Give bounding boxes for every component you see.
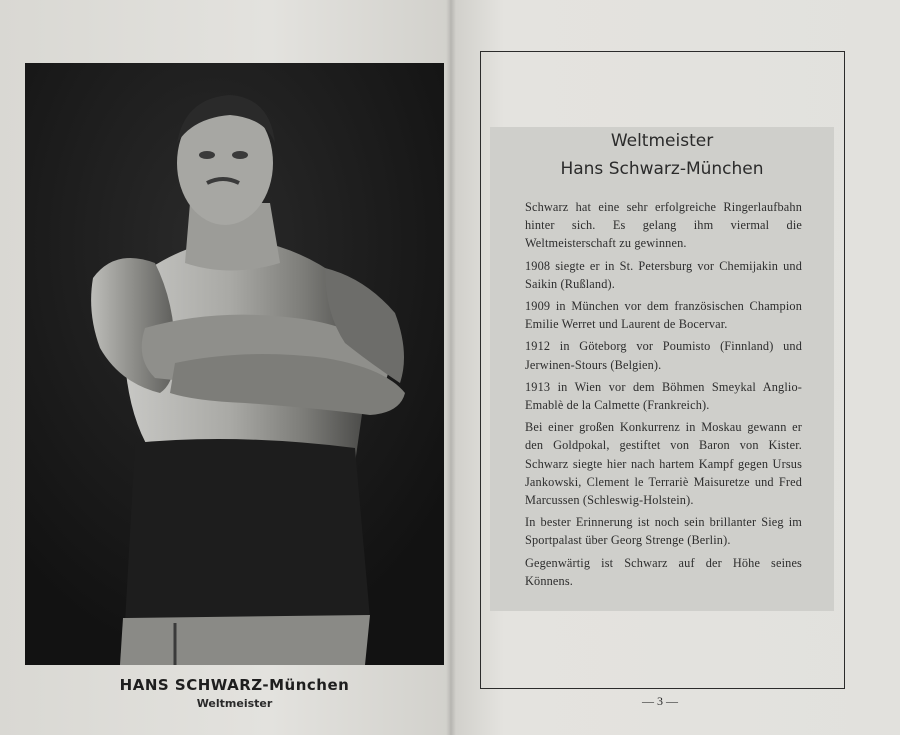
biography-text	[525, 198, 802, 594]
paragraph: Schwarz hat eine sehr erfolgreiche Ringerlaufbahn hinter sich. Es gelang ihm viermal die Weltmeisterschaft zu gewinnen.	[525, 200, 802, 251]
photo-caption-title: Weltmeister	[196, 697, 273, 710]
paragraph: 1908 siegte er in St. Petersburg vor Chemijakin und Saikin (Rußland).	[525, 258, 802, 291]
paragraph: Bei einer großen Konkurrenz in Moskau gewann er den Goldpokal, gestiftet von Baron von Kister. Schwarz siegte hier nach hartem Kampf gegen Ursus Jankowski, Clement le Terrariè Maisuretze und Fred Marcussen (Schleswig-Holstein).	[525, 420, 802, 508]
photo-caption-name: HANS SCHWARZ-München	[119, 676, 350, 694]
paragraph: 1909 in München vor dem französischen Champion Emilie Werret und Laurent de Bocervar.	[525, 299, 802, 332]
page-number: — 3 —	[642, 694, 678, 708]
paragraph: 1912 in Göteborg vor Poumisto (Finnland) und Jerwinen-Stours (Belgien).	[525, 339, 802, 372]
heading-weltmeister: Weltmeister	[610, 131, 714, 151]
paragraph: In bester Erinnerung ist noch sein brillanter Sieg im Sportpalast über Georg Strenge (Berlin).	[525, 515, 802, 548]
wrestler-photo	[25, 63, 444, 665]
paragraph: Gegenwärtig ist Schwarz auf der Höhe seines Könnens.	[525, 555, 802, 588]
book-gutter	[446, 0, 456, 735]
paragraph: 1913 in Wien vor dem Böhmen Smeykal Anglio-Emablè de la Calmette (Frankreich).	[525, 379, 802, 413]
heading-name: Hans Schwarz-München	[560, 159, 764, 179]
